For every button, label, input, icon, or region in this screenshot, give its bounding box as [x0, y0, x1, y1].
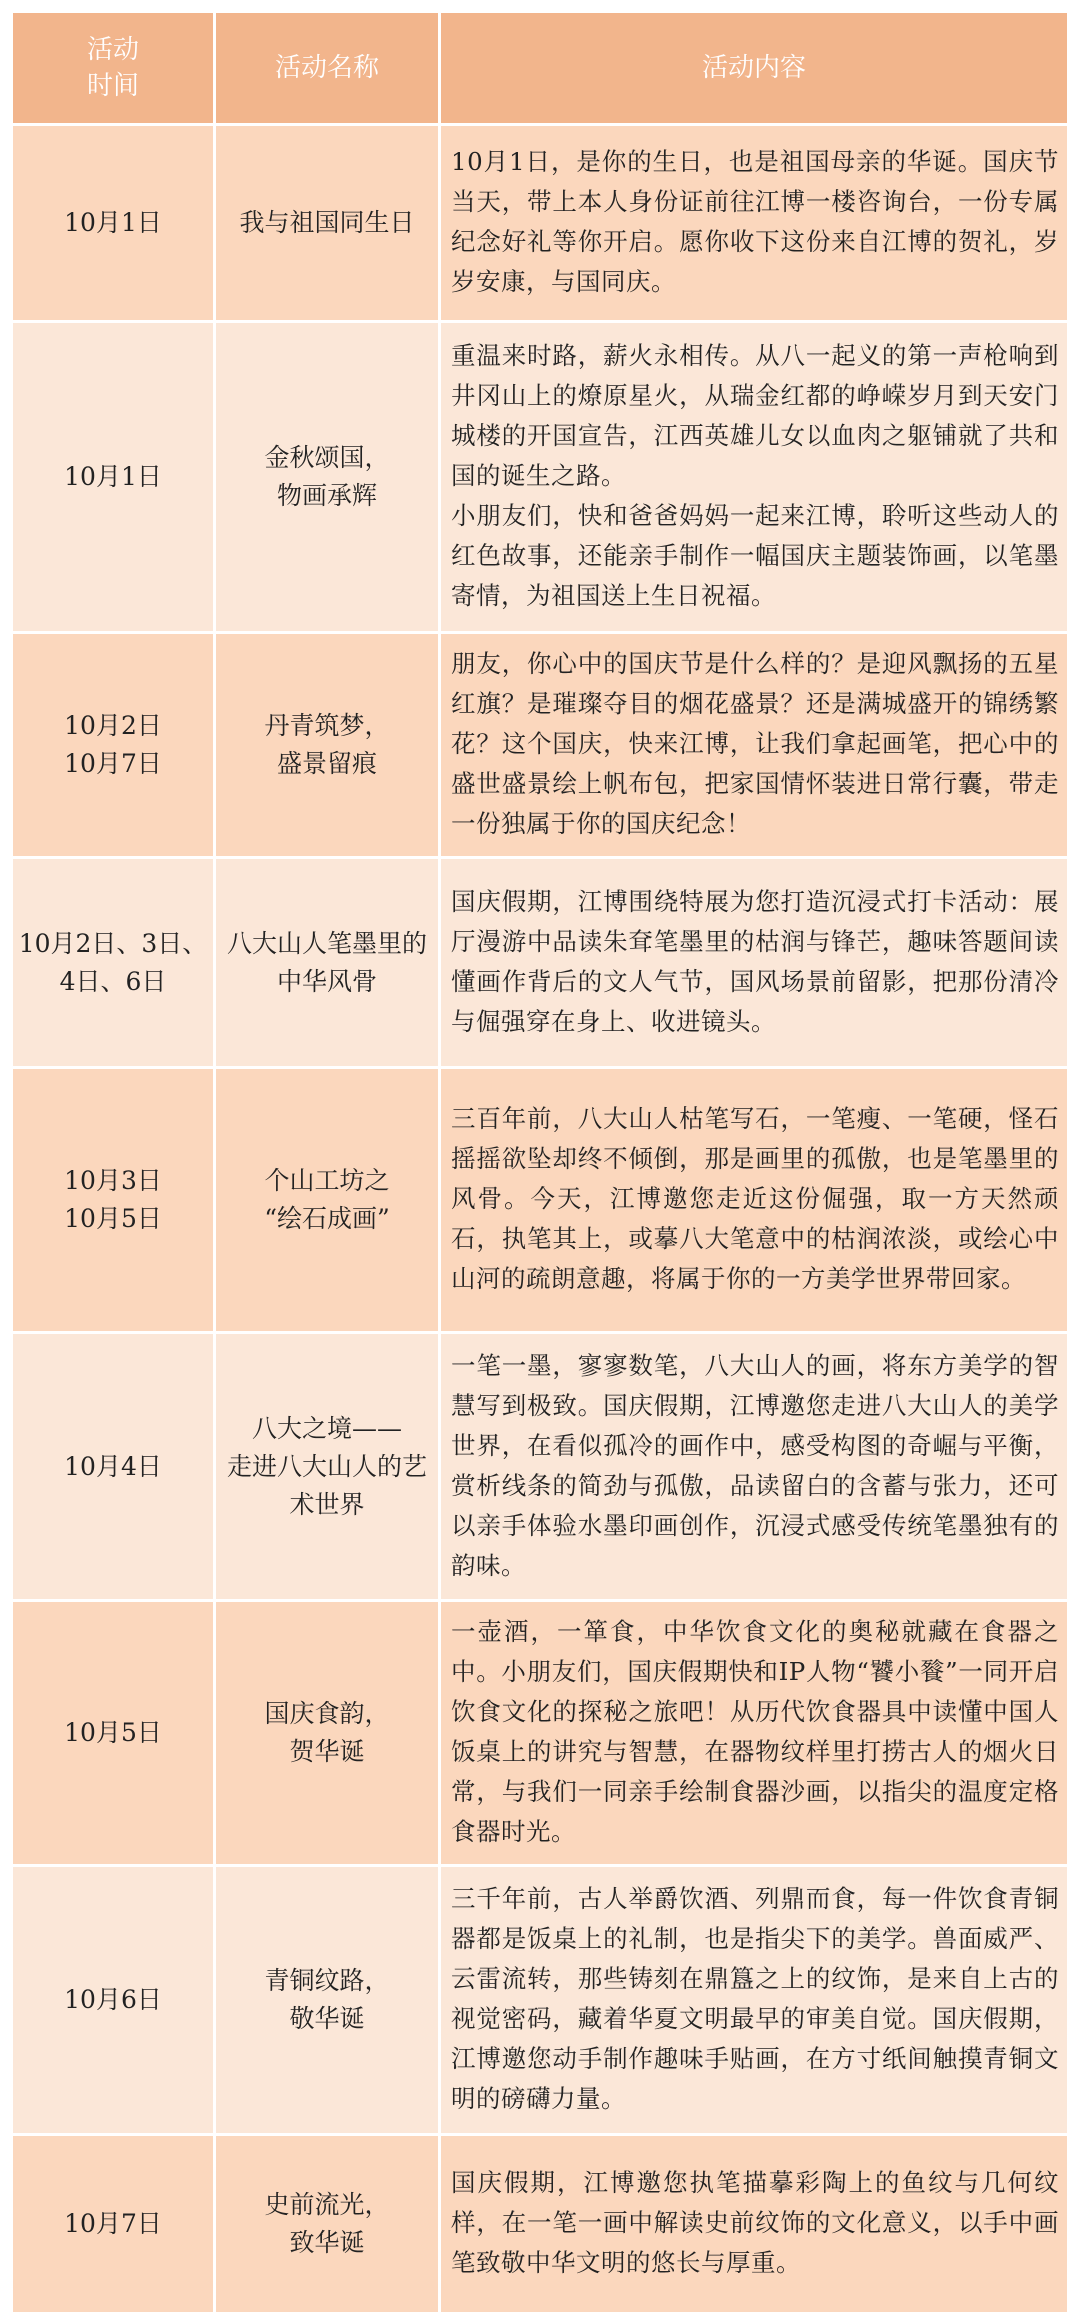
- name-line: 走进八大山人的艺: [226, 1451, 427, 1481]
- time-line: 10月3日: [64, 1166, 162, 1195]
- content-paragraph: 国庆假期，江博围绕特展为您打造沉浸式打卡活动：展厅漫游中品读朱耷笔墨里的枯润与锋芒，趣味答题间读懂画作背后的文人气节，国风场景前留影，把那份清冷与倔强穿在身上、收进镜头。: [451, 886, 1059, 1036]
- table-row: [13, 634, 1067, 856]
- table-row: [13, 1602, 1067, 1864]
- name-line: 术世界: [289, 1489, 365, 1519]
- activity-time: [13, 634, 213, 856]
- activity-time: [13, 1602, 213, 1864]
- table-row: [13, 126, 1067, 320]
- activity-content: [441, 1602, 1067, 1864]
- time-line: 10月2日、3日、: [18, 928, 208, 958]
- table-row: [13, 2136, 1067, 2312]
- name-line: “绘石成画”: [264, 1204, 390, 1233]
- time-line: 10月6日: [64, 1985, 162, 2014]
- table-header-row: [13, 13, 1067, 123]
- time-line: 10月2日: [64, 711, 162, 740]
- name-line: 贺华诞: [289, 1737, 365, 1766]
- time-line: 10月5日: [64, 1204, 162, 1233]
- table-row: [13, 1867, 1067, 2133]
- time-line: 4日、6日: [59, 966, 167, 996]
- content-paragraph: 国庆假期，江博邀您执笔描摹彩陶上的鱼纹与几何纹样，在一笔一画中解读史前纹饰的文化意义，以手中画笔致敬中华文明的悠长与厚重。: [451, 2168, 1059, 2277]
- content-paragraph: 三千年前，古人举爵饮酒、列鼎而食，每一件饮食青铜器都是饭桌上的礼制，也是指尖下的美学。兽面威严、云雷流转，那些铸刻在鼎簋之上的纹饰，是来自上古的视觉密码，藏着华夏文明最早的审美自觉。国庆假期，江博邀您动手制作趣味手贴画，在方寸纸间触摸青铜文明的磅礴力量。: [451, 1884, 1059, 2113]
- time-line: 10月5日: [64, 1718, 162, 1747]
- activity-time: [13, 2136, 213, 2312]
- activity-content: [441, 323, 1067, 631]
- content-paragraph: 三百年前，八大山人枯笔写石，一笔瘦、一笔硬，怪石摇摇欲坠却终不倾倒，那是画里的孤傲，也是笔墨里的风骨。今天，江博邀您走近这份倔强，取一方天然顽石，执笔其上，或摹八大笔意中的枯润浓淡，或绘心中山河的疏朗意趣，将属于你的一方美学世界带回家。: [451, 1104, 1059, 1293]
- time-line: 10月1日: [64, 462, 162, 491]
- activity-time: [13, 859, 213, 1066]
- activity-time: [13, 1334, 213, 1599]
- activity-content: [441, 634, 1067, 856]
- activity-time: [13, 126, 213, 320]
- activity-name: [216, 1867, 438, 2133]
- activity-name: [216, 634, 438, 856]
- activity-time: [13, 1867, 213, 2133]
- activity-name: [216, 2136, 438, 2312]
- name-line: 个山工坊之: [264, 1166, 390, 1195]
- name-line: 八大之境——: [251, 1413, 402, 1443]
- time-line: 10月1日: [64, 208, 162, 237]
- name-line: 我与祖国同生日: [239, 208, 415, 237]
- header-time: [13, 13, 213, 123]
- name-line: 国庆食韵，: [264, 1699, 390, 1728]
- time-line: 10月4日: [64, 1451, 162, 1481]
- activity-content: [441, 1867, 1067, 2133]
- name-line: 丹青筑梦，: [264, 711, 390, 740]
- content-paragraph: 一壶酒，一箪食，中华饮食文化的奥秘就藏在食器之中。小朋友们，国庆假期快和IP人物“饕小餮”一同开启饮食文化的探秘之旅吧！从历代饮食器具中读懂中国人饭桌上的讲究与智慧，在器物纹样里打捞古人的烟火日常，与我们一同亲手绘制食器沙画，以指尖的温度定格食器时光。: [451, 1617, 1059, 1846]
- activity-schedule-table: [10, 10, 1070, 2315]
- activity-content: [441, 1334, 1067, 1599]
- name-line: 金秋颂国，: [264, 443, 390, 472]
- header-time-line: 时间: [86, 71, 139, 101]
- content-paragraph: 重温来时路，薪火永相传。从八一起义的第一声枪响到井冈山上的燎原星火，从瑞金红都的峥嵘岁月到天安门城楼的开国宣告，江西英雄儿女以血肉之躯铺就了共和国的诞生之路。: [451, 341, 1059, 490]
- header-content: 活动内容: [441, 13, 1067, 123]
- activity-name: [216, 1334, 438, 1599]
- activity-time: [13, 1069, 213, 1331]
- activity-content: [441, 126, 1067, 320]
- header-name: 活动名称: [216, 13, 438, 123]
- table-row: [13, 859, 1067, 1066]
- name-line: 中华风骨: [276, 966, 377, 996]
- time-line: 10月7日: [64, 749, 162, 778]
- content-paragraph: 10月1日，是你的生日，也是祖国母亲的华诞。国庆节当天，带上本人身份证前往江博一楼咨询台，一份专属纪念好礼等你开启。愿你收下这份来自江博的贺礼，岁岁安康，与国同庆。: [451, 147, 1059, 296]
- activity-content: [441, 2136, 1067, 2312]
- name-line: 史前流光，: [264, 2190, 390, 2219]
- content-paragraph: 小朋友们，快和爸爸妈妈一起来江博，聆听这些动人的红色故事，还能亲手制作一幅国庆主题装饰画，以笔墨寄情，为祖国送上生日祝福。: [451, 501, 1059, 610]
- table-row: [13, 1334, 1067, 1599]
- name-line: 八大山人笔墨里的: [226, 928, 427, 958]
- activity-content: [441, 859, 1067, 1066]
- activity-name: [216, 1602, 438, 1864]
- activity-content: [441, 1069, 1067, 1331]
- content-paragraph: 朋友，你心中的国庆节是什么样的？是迎风飘扬的五星红旗？是璀璨夺目的烟花盛景？还是满城盛开的锦绣繁花？这个国庆，快来江博，让我们拿起画笔，把心中的盛世盛景绘上帆布包，把家国情怀装进日常行囊，带走一份独属于你的国庆纪念！: [451, 649, 1059, 838]
- header-time-line: 活动: [86, 35, 139, 65]
- table-row: [13, 323, 1067, 631]
- time-line: 10月7日: [64, 2209, 162, 2238]
- content-paragraph: 一笔一墨，寥寥数笔，八大山人的画，将东方美学的智慧写到极致。国庆假期，江博邀您走进八大山人的美学世界，在看似孤冷的画作中，感受构图的奇崛与平衡，赏析线条的简劲与孤傲，品读留白的含蓄与张力，还可以亲手体验水墨印画创作，沉浸式感受传统笔墨独有的韵味。: [451, 1350, 1059, 1580]
- table-row: [13, 1069, 1067, 1331]
- activity-name: [216, 859, 438, 1066]
- name-line: 青铜纹路，: [264, 1966, 390, 1995]
- name-line: 物画承辉: [276, 481, 377, 510]
- name-line: 敬华诞: [289, 2004, 365, 2033]
- activity-time: [13, 323, 213, 631]
- name-line: 盛景留痕: [276, 749, 377, 778]
- activity-name: [216, 126, 438, 320]
- name-line: 致华诞: [289, 2228, 365, 2257]
- activity-name: [216, 323, 438, 631]
- activity-name: [216, 1069, 438, 1331]
